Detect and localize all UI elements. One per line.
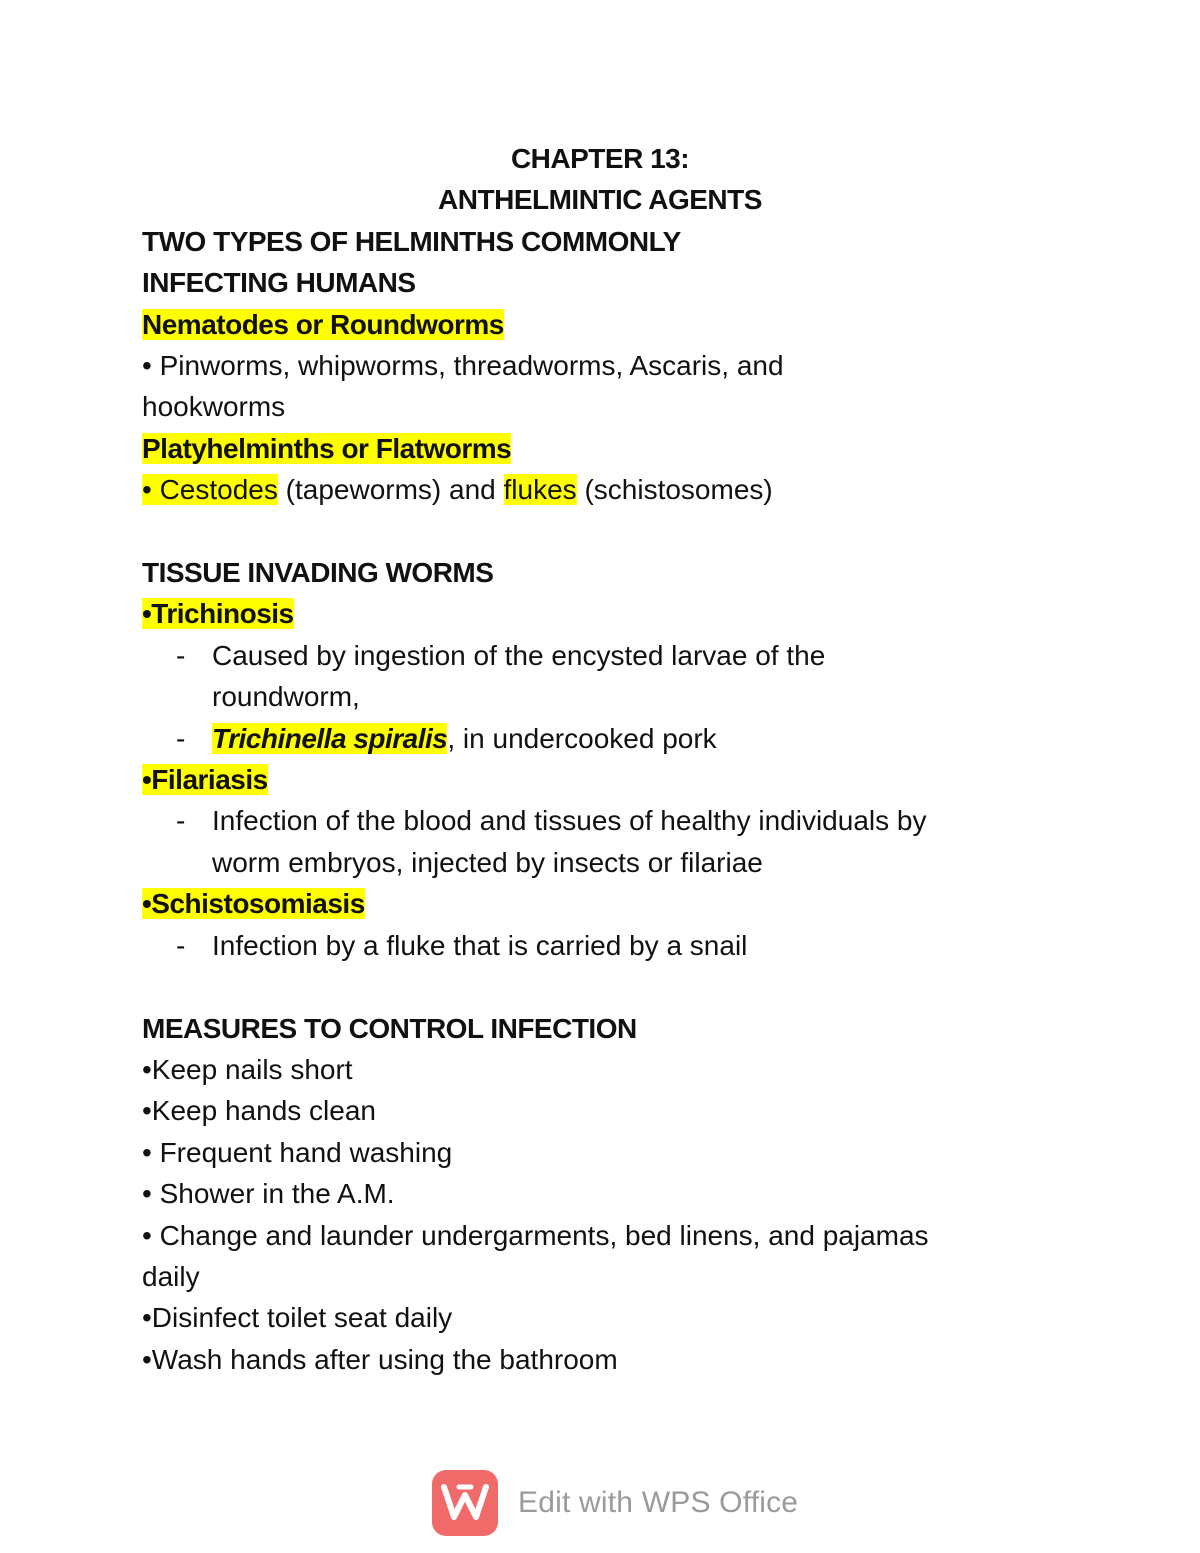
trichinosis-item-2 [142,718,1042,759]
trichinosis-item-1 [142,635,1042,676]
schistosomiasis-item-text: Infection by a fluke that is carried by a snail [212,929,748,961]
chapter-title: CHAPTER 13: [510,143,690,174]
measures-item: •Wash hands after using the bathroom [142,1343,618,1375]
dash-bullet: - [176,639,186,671]
filariasis-item-cont: worm embryos, injected by insects or filariae [212,846,763,878]
schistosomiasis-heading [142,883,1042,924]
tapeworms-text: (tapeworms) and [277,474,504,506]
cestodes-text: • Cestodes [142,474,278,506]
nematodes-item: • Pinworms, whipworms, threadworms, Ascaris, and [142,350,784,382]
section-heading-helminths-cont: INFECTING HUMANS [142,267,416,299]
dash-bullet: - [176,805,186,837]
schistosomiasis-heading-text: •Schistosomiasis [142,888,365,920]
wps-w-glyph-icon [441,1483,489,1523]
platyhelminths-heading-text: Platyhelminths or Flatworms [142,432,512,464]
filariasis-heading-text: •Filariasis [142,764,268,796]
measures-item: • Frequent hand washing [142,1136,453,1168]
measures-item: •Disinfect toilet seat daily [142,1302,453,1334]
dash-bullet: - [176,722,186,754]
dash-bullet: - [176,929,186,961]
measures-item: •Keep nails short [142,1053,353,1085]
trichinosis-item-1-cont: roundworm, [212,681,360,713]
spacer [142,966,1042,1007]
spacer [142,511,1042,552]
wps-logo-icon [432,1470,498,1536]
schistosomiasis-item [142,925,1042,966]
flukes-text: flukes [503,474,577,506]
document-body [142,138,1042,1380]
trichinosis-heading [142,593,1042,634]
trichinosis-item-1-text: Caused by ingestion of the encysted larvae of the [212,639,826,671]
platyhelminths-heading [142,428,1042,469]
section-heading-helminths: TWO TYPES OF HELMINTHS COMMONLY [142,225,681,257]
filariasis-item [142,800,1042,841]
measures-item: • Shower in the A.M. [142,1178,395,1210]
nematodes-heading-text: Nematodes or Roundworms [142,308,504,340]
measures-item-cont: daily [142,1260,200,1292]
trichinella-species: Trichinella spiralis [212,722,448,754]
nematodes-item-cont: hookworms [142,391,286,423]
filariasis-heading [142,759,1042,800]
chapter-subtitle: ANTHELMINTIC AGENTS [438,184,762,216]
filariasis-item-text: Infection of the blood and tissues of healthy individuals by [212,805,927,837]
trichinosis-heading-text: •Trichinosis [142,598,294,630]
schistosomes-text: (schistosomes) [576,474,773,506]
trichinosis-item-2-text: , in undercooked pork [447,722,717,754]
measures-item: • Change and launder undergarments, bed linens, and pajamas [142,1219,929,1251]
nematodes-heading [142,304,1042,345]
wps-edit-label: Edit with WPS Office [518,1486,799,1519]
wps-watermark[interactable] [432,1470,798,1536]
measures-item: •Keep hands clean [142,1095,376,1127]
tissue-invading-heading: TISSUE INVADING WORMS [142,557,494,589]
platyhelminths-item [142,469,1042,510]
measures-heading: MEASURES TO CONTROL INFECTION [142,1012,637,1044]
